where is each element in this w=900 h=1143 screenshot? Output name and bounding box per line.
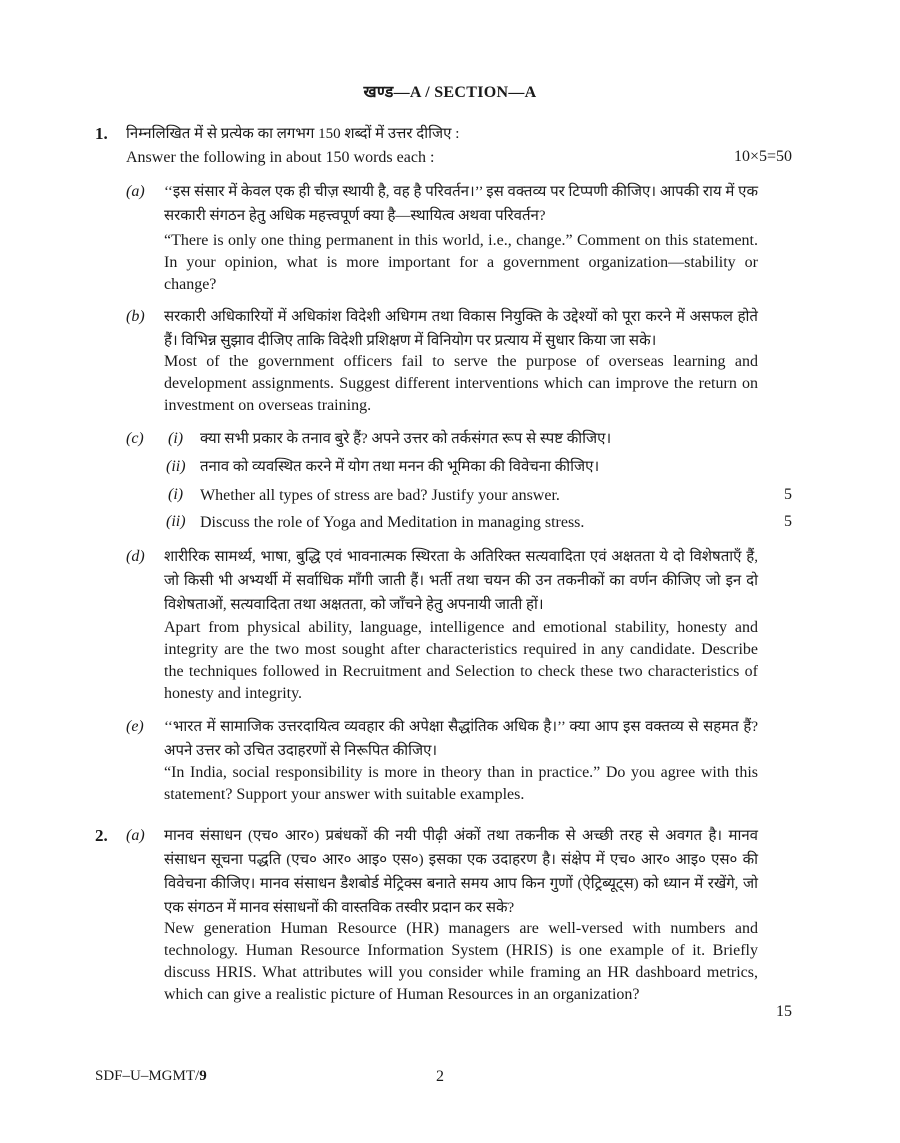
q1d-hindi-text: शारीरिक सामर्थ्य, भाषा, बुद्धि एवं भावनात्मक स्थिरता के अतिरिक्त सत्यवादिता एवं अक्षतता ये दो विशेषताएँ हैं, जो किसी भी अभ्यर्थी में सर्वाधिक माँगी जाती हैं। भर्ती तथा चयन की उन तकनीकों का वर्णन कीजिए जो इन दो विशेषताओं, सत्यवादिता तथा अक्षतता, को जाँचने हेतु अपनायी जाती हों। <box>164 549 758 613</box>
q2a-hindi-text: मानव संसाधन (एच० आर०) प्रबंधकों की नयी पीढ़ी अंकों तथा तकनीक से अच्छी तरह से अवगत है। मानव संसाधन सूचना पद्धति (एच० आर० आइ० एस०) इसका एक उदाहरण है। संक्षेप में एच० आर० आइ० एस० की विवेचना कीजिए। मानव संसाधन डैशबोर्ड मेट्रिक्स बनाते समय आप किन गुणों (ऐट्रिब्यूट्स) को ध्यान में रखेंगे, जो एक संगठन में मानव संसाधनों की वास्तविक तस्वीर प्रदान कर सके? <box>164 828 758 916</box>
question-2-number: 2. <box>95 826 108 845</box>
q1c-en-ii-marks: 5 <box>784 513 792 530</box>
paper-code <box>95 1068 207 1085</box>
q1-english-instruction: Answer the following in about 150 words each : <box>126 149 435 166</box>
page-number: 2 <box>436 1068 444 1085</box>
q1a-hindi-text: ‘‘इस संसार में केवल एक ही चीज़ स्थायी है, वह है परिवर्तन।’’ इस वक्तव्य पर टिप्पणी कीजिए। आपकी राय में एक सरकारी संगठन हेतु अधिक महत्त्वपूर्ण क्या है—स्थायित्व अथवा परिवर्तन? <box>164 184 758 224</box>
q1c-en-i-text: Whether all types of stress are bad? Justify your answer. <box>200 487 560 504</box>
q1d-label: (d) <box>126 548 145 565</box>
q1c-hi-ii-label: (ii) <box>166 458 186 475</box>
q2a-label: (a) <box>126 827 145 844</box>
q1c-en-i-label: (i) <box>168 486 184 503</box>
q1c-hi-i-text: क्या सभी प्रकार के तनाव बुरे हैं? अपने उत्तर को तर्कसंगत रूप से स्पष्ट कीजिए। <box>200 431 612 447</box>
q1c-en-ii-text: Discuss the role of Yoga and Meditation in managing stress. <box>200 514 585 531</box>
q1b-english-text: Most of the government officers fail to serve the purpose of overseas learning and development assignments. Suggest different interventions which can improve the return on investment on overseas training. <box>164 353 758 414</box>
q1d-english-text: Apart from physical ability, language, intelligence and emotional stability, honesty and integrity are the two most sought after characteristics required in any candidate. Describe the techniques followed in Recruitment and Selection to check these two characteristics of honesty and integrity. <box>164 619 758 702</box>
q1c-en-ii-label: (ii) <box>166 513 186 530</box>
q1-marks: 10×5=50 <box>733 148 792 165</box>
q1b-label: (b) <box>126 308 145 325</box>
q1c-en-i-marks: 5 <box>784 486 792 503</box>
paper-code-text: SDF–U–MGMT/ <box>95 1068 200 1084</box>
paper-code-number: 9 <box>199 1068 207 1084</box>
q1a-label: (a) <box>126 183 145 200</box>
q1c-label: (c) <box>126 430 144 447</box>
q2a-marks: 15 <box>776 1003 792 1020</box>
question-1-number: 1. <box>95 124 108 143</box>
q1-hindi-instruction: निम्नलिखित में से प्रत्येक का लगभग 150 शब्दों में उत्तर दीजिए : <box>126 126 460 142</box>
q1c-hi-i-label: (i) <box>168 430 184 447</box>
q2a-english-text: New generation Human Resource (HR) managers are well-versed with numbers and technology. Human Resource Information System (HRIS) is one example of it. Briefly discuss HRIS. What attributes will you consider while framing an HR dashboard metrics, which can give a realistic picture of Human Resources in an organization? <box>164 920 758 1003</box>
section-header: खण्ड—A / SECTION—A <box>363 84 537 101</box>
q1c-hi-ii-text: तनाव को व्यवस्थित करने में योग तथा मनन की भूमिका की विवेचना कीजिए। <box>200 459 600 475</box>
q1a-english-text: “There is only one thing permanent in this world, i.e., change.” Comment on this statement. In your opinion, what is more important for a government organization—stability or change? <box>164 232 758 293</box>
q1b-hindi-text: सरकारी अधिकारियों में अधिकांश विदेशी अधिगम तथा विकास नियुक्ति के उद्देश्यों को पूरा करने में असफल होते हैं। विभिन्न सुझाव दीजिए ताकि विदेशी प्रशिक्षण में विनियोग पर प्रत्याय में सुधार किया जा सके। <box>164 309 758 349</box>
q1e-english-text: “In India, social responsibility is more in theory than in practice.” Do you agree with this statement? Support your answer with suitable examples. <box>164 764 758 803</box>
q1e-hindi-text: ‘‘भारत में सामाजिक उत्तरदायित्व व्यवहार की अपेक्षा सैद्धांतिक अधिक है।’’ क्या आप इस वक्तव्य से सहमत हैं? अपने उत्तर को उचित उदाहरणों से निरूपित कीजिए। <box>164 719 758 759</box>
q1e-label: (e) <box>126 718 144 735</box>
